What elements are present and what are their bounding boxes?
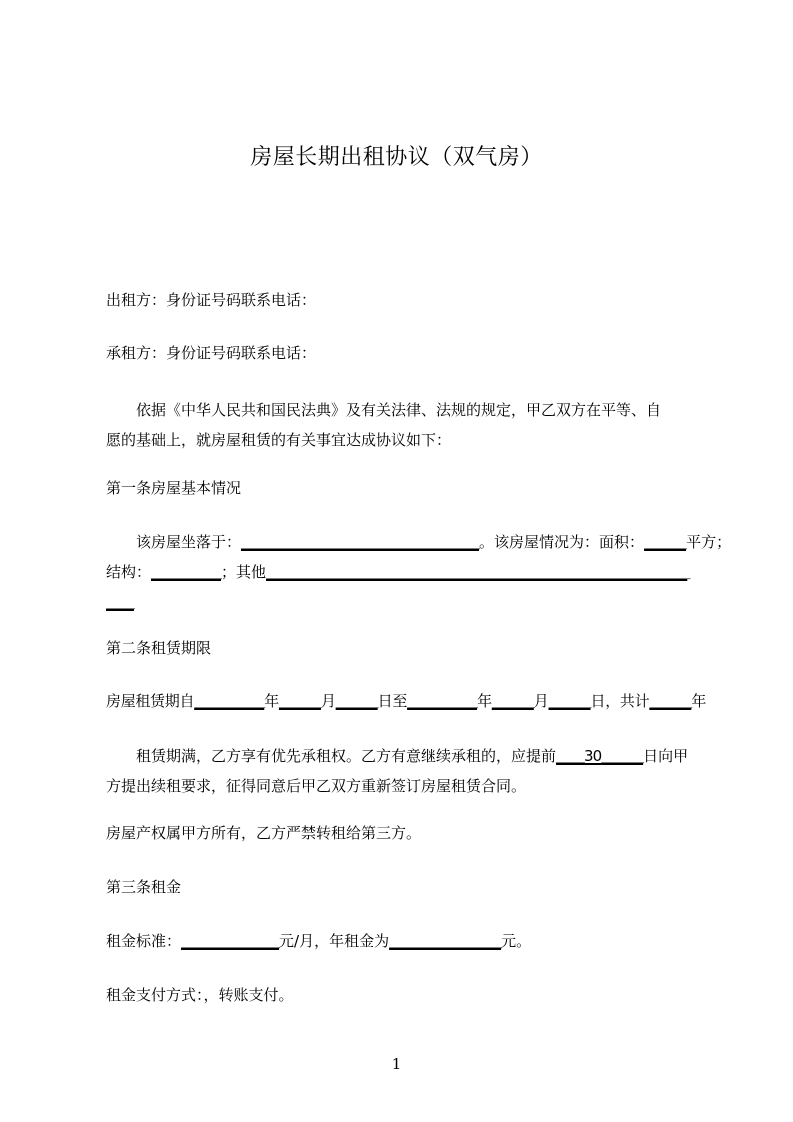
term-text: 日至	[377, 692, 408, 710]
total-years-blank: ＿＿＿	[649, 692, 692, 710]
term-text: 月	[320, 692, 336, 710]
rent-end-text: 元。	[501, 932, 532, 950]
article2-heading: 第二条租赁期限	[106, 639, 212, 657]
area-blank: ＿＿＿	[644, 533, 687, 551]
structure-label: 结构：	[106, 563, 152, 581]
rent-standard-line	[106, 926, 702, 956]
term-text: 年	[264, 692, 279, 710]
page-number: 1	[391, 1055, 402, 1073]
payment-method-line: 租金支付方式：，转账支付。	[106, 986, 294, 1004]
end-month-blank: ＿＿＿	[491, 692, 534, 710]
start-month-blank: ＿＿＿	[278, 692, 321, 710]
structure-blank: ＿＿＿＿＿	[151, 563, 222, 581]
renewal-line-1	[106, 741, 702, 771]
annual-rent-blank: ＿＿＿＿＿＿＿＿	[389, 932, 502, 950]
other-label: ；其他	[221, 563, 267, 581]
notice-blank-left: ＿＿	[556, 747, 585, 765]
renewal-paragraph	[106, 741, 702, 801]
article3-heading: 第三条租金	[106, 878, 182, 896]
location-blank: ＿＿＿＿＿＿＿＿＿＿＿＿＿＿＿＿＿	[241, 533, 480, 551]
term-label: 房屋租赁期自	[106, 692, 195, 710]
renewal-line-2: 方提出续租要求，征得同意后甲乙双方重新签订房屋租赁合同。	[106, 777, 527, 795]
property-line-1	[106, 527, 732, 557]
article1-heading: 第一条房屋基本情况	[106, 479, 242, 497]
property-description	[106, 527, 732, 617]
ownership-line: 房屋产权属甲方所有，乙方严禁转租给第三方。	[106, 824, 422, 842]
term-text: 月	[533, 692, 549, 710]
intro-paragraph	[106, 395, 702, 455]
rent-label: 租金标准：	[106, 932, 182, 950]
location-label: 该房屋坐落于：	[136, 533, 242, 551]
area-unit: 平方；	[686, 533, 732, 551]
lease-term-line	[106, 686, 707, 716]
renewal-text: 日向甲	[643, 747, 689, 765]
term-text: 日，共计	[590, 692, 650, 710]
other-blank: ＿＿＿＿＿＿＿＿＿＿＿＿＿＿＿＿＿＿＿＿＿＿＿＿＿＿＿＿＿＿＿＿＿＿＿＿	[266, 563, 688, 581]
notice-blank-right: ＿＿＿	[601, 747, 644, 765]
property-line-3	[106, 587, 702, 617]
renewal-text: 租赁期满，乙方享有优先承租权。乙方有意继续承租的，应提前	[136, 747, 557, 765]
property-line-2	[106, 557, 702, 587]
document-title: 房屋长期出租协议（双气房）	[250, 145, 543, 170]
situation-label: 。该房屋情况为：面积：	[479, 533, 645, 551]
monthly-rent-blank: ＿＿＿＿＿＿＿	[181, 932, 280, 950]
lessor-line: 出租方：身份证号码联系电话：	[106, 291, 317, 309]
end-day-blank: ＿＿＿	[548, 692, 591, 710]
intro-line-1: 依据《中华人民共和国民法典》及有关法律、法规的规定，甲乙双方在平等、自	[136, 401, 662, 419]
intro-line-2: 愿的基础上，就房屋租赁的有关事宜达成协议如下：	[106, 431, 452, 449]
term-text: 年	[691, 692, 707, 710]
lessee-line: 承租方：身份证号码联系电话：	[106, 344, 317, 362]
other-blank-continued: ＿＿	[106, 593, 135, 611]
start-year-blank: ＿＿＿＿＿	[194, 692, 265, 710]
rent-mid-text: 元/月，年租金为	[279, 932, 390, 950]
term-text: 年	[477, 692, 492, 710]
end-year-blank: ＿＿＿＿＿	[407, 692, 478, 710]
notice-days: 30	[584, 747, 602, 765]
start-day-blank: ＿＿＿	[335, 692, 378, 710]
